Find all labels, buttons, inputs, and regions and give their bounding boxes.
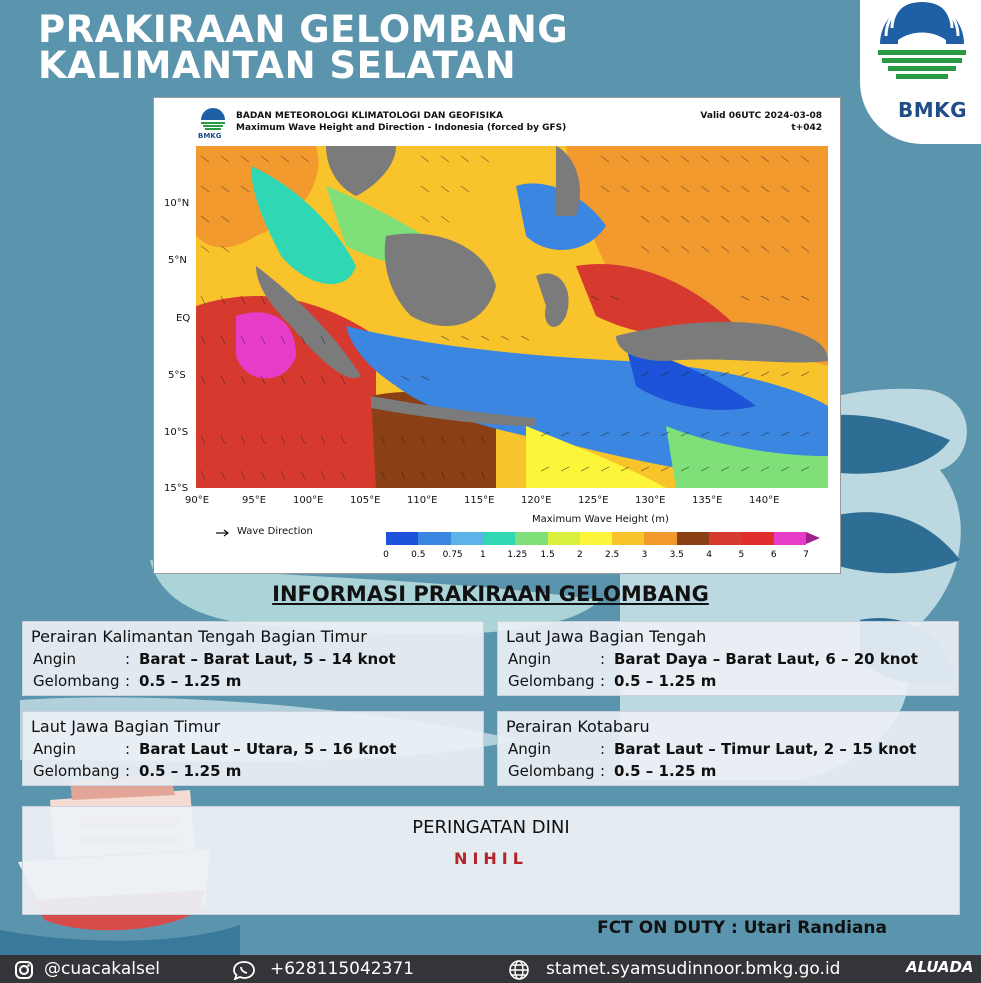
- lon-label: 100°E: [293, 495, 324, 506]
- wind-label: Angin: [33, 650, 76, 668]
- website-link[interactable]: stamet.syamsudinnoor.bmkg.go.id: [546, 959, 841, 979]
- colorbar-tick-label: 3.5: [669, 550, 684, 560]
- wave-value: 0.5 – 1.25 m: [139, 762, 242, 780]
- area-name: Laut Jawa Bagian Tengah: [506, 627, 707, 646]
- colorbar-segment: [774, 532, 806, 545]
- colon: :: [600, 672, 606, 690]
- lon-label: 120°E: [521, 495, 552, 506]
- lon-label: 135°E: [692, 495, 723, 506]
- colon: :: [125, 650, 131, 668]
- colorbar-tick-label: 0.75: [442, 550, 463, 560]
- logo-text: BMKG: [898, 98, 968, 122]
- colon: :: [125, 672, 131, 690]
- colorbar: [386, 532, 826, 545]
- colorbar-tick-label: 1.25: [507, 550, 528, 560]
- lat-label: 5°S: [168, 370, 186, 381]
- wave-label: Gelombang: [33, 762, 120, 780]
- lon-label: 125°E: [578, 495, 609, 506]
- colorbar-tick-label: 0.5: [411, 550, 426, 560]
- colorbar-ticks: [383, 550, 826, 564]
- warning-title: PERINGATAN DINI: [412, 817, 570, 838]
- colorbar-segment: [612, 532, 644, 545]
- wave-label: Gelombang: [508, 762, 595, 780]
- colon: :: [125, 762, 131, 780]
- colorbar-segment: [644, 532, 676, 545]
- wind-label: Angin: [33, 740, 76, 758]
- lon-label: 105°E: [350, 495, 381, 506]
- bmkg-emblem-icon: [872, 0, 972, 96]
- mini-logo-text: BMKG: [198, 132, 222, 140]
- colorbar-tick-label: 1.5: [540, 550, 555, 560]
- wind-value: Barat Laut – Utara, 5 – 16 knot: [139, 740, 397, 758]
- info-card: [22, 621, 484, 696]
- colorbar-title: Maximum Wave Height (m): [532, 514, 669, 525]
- page-title-line-1: PRAKIRAAN GELOMBANG: [38, 8, 569, 51]
- colorbar-segment: [709, 532, 741, 545]
- lat-label: 10°S: [164, 427, 189, 438]
- area-name: Perairan Kotabaru: [506, 717, 650, 736]
- colorbar-segment: [483, 532, 515, 545]
- instagram-handle[interactable]: @cuacakalsel: [44, 959, 161, 979]
- colorbar-segment: [418, 532, 450, 545]
- wave-direction-label: Wave Direction: [237, 526, 313, 537]
- forecaster-on-duty: FCT ON DUTY : Utari Randiana: [597, 918, 887, 938]
- colorbar-tick-label: 2: [576, 550, 583, 560]
- colorbar-tick-label: 6: [770, 550, 777, 560]
- colorbar-segment: [548, 532, 580, 545]
- lat-label: 15°S: [164, 483, 189, 494]
- colorbar-extend-triangle: [806, 532, 820, 544]
- colon: :: [600, 740, 606, 758]
- colorbar-segment: [741, 532, 773, 545]
- wave-value: 0.5 – 1.25 m: [139, 672, 242, 690]
- colorbar-tick-label: 5: [738, 550, 745, 560]
- colorbar-tick-label: 1: [480, 550, 486, 560]
- phone-number[interactable]: +628115042371: [270, 959, 415, 979]
- wind-label: Angin: [508, 740, 551, 758]
- map-agency: BADAN METEOROLOGI KLIMATOLOGI DAN GEOFISIKA: [236, 111, 504, 121]
- info-card: [497, 621, 959, 696]
- colorbar-tick-label: 4: [706, 550, 712, 560]
- wind-label: Angin: [508, 650, 551, 668]
- lon-label: 110°E: [407, 495, 438, 506]
- colorbar-segment: [580, 532, 612, 545]
- lon-label: 115°E: [464, 495, 495, 506]
- info-card: [22, 711, 484, 786]
- colon: :: [600, 650, 606, 668]
- lon-label: 130°E: [635, 495, 666, 506]
- lat-label: 5°N: [168, 255, 187, 266]
- page-title-line-2: KALIMANTAN SELATAN: [38, 44, 517, 87]
- colorbar-tick-label: 2.5: [604, 550, 620, 560]
- wave-map-card: [153, 97, 841, 574]
- wave-value: 0.5 – 1.25 m: [614, 762, 717, 780]
- wind-value: Barat – Barat Laut, 5 – 14 knot: [139, 650, 396, 668]
- wave-height-map: [196, 146, 828, 488]
- info-card: [497, 711, 959, 786]
- colon: :: [600, 762, 606, 780]
- lon-label: 95°E: [242, 495, 267, 506]
- map-lead-time: t+042: [791, 123, 822, 133]
- warning-status: NIHIL: [454, 849, 528, 868]
- footer-bar: [0, 955, 981, 983]
- colorbar-tick-label: 3: [641, 550, 648, 560]
- instagram-icon: [14, 960, 34, 980]
- arrow-right-icon: [216, 529, 230, 537]
- early-warning-box: [22, 806, 960, 915]
- lat-label: EQ: [176, 313, 191, 324]
- map-subtitle: Maximum Wave Height and Direction - Indonesia (forced by GFS): [236, 123, 567, 133]
- wind-value: Barat Daya – Barat Laut, 6 – 20 knot: [614, 650, 918, 668]
- colorbar-segment: [451, 532, 483, 545]
- colorbar-tick-label: 0: [383, 550, 389, 560]
- lon-label: 140°E: [749, 495, 780, 506]
- area-name: Perairan Kalimantan Tengah Bagian Timur: [31, 627, 367, 646]
- colorbar-segment: [386, 532, 418, 545]
- lon-label: 90°E: [185, 495, 210, 506]
- bmkg-logo: [860, 0, 981, 144]
- colorbar-segment: [515, 532, 547, 545]
- wave-label: Gelombang: [33, 672, 120, 690]
- section-title: INFORMASI PRAKIRAAN GELOMBANG: [272, 582, 709, 606]
- colon: :: [125, 740, 131, 758]
- lat-label: 10°N: [164, 198, 190, 209]
- globe-icon: [508, 959, 530, 981]
- wave-label: Gelombang: [508, 672, 595, 690]
- map-valid-time: Valid 06UTC 2024-03-08: [700, 111, 822, 121]
- signature: ALUADA: [906, 958, 974, 976]
- phone-chat-icon: [232, 960, 256, 980]
- wave-value: 0.5 – 1.25 m: [614, 672, 717, 690]
- colorbar-tick-label: 7: [803, 550, 809, 560]
- area-name: Laut Jawa Bagian Timur: [31, 717, 221, 736]
- wind-value: Barat Laut – Timur Laut, 2 – 15 knot: [614, 740, 917, 758]
- colorbar-segment: [677, 532, 709, 545]
